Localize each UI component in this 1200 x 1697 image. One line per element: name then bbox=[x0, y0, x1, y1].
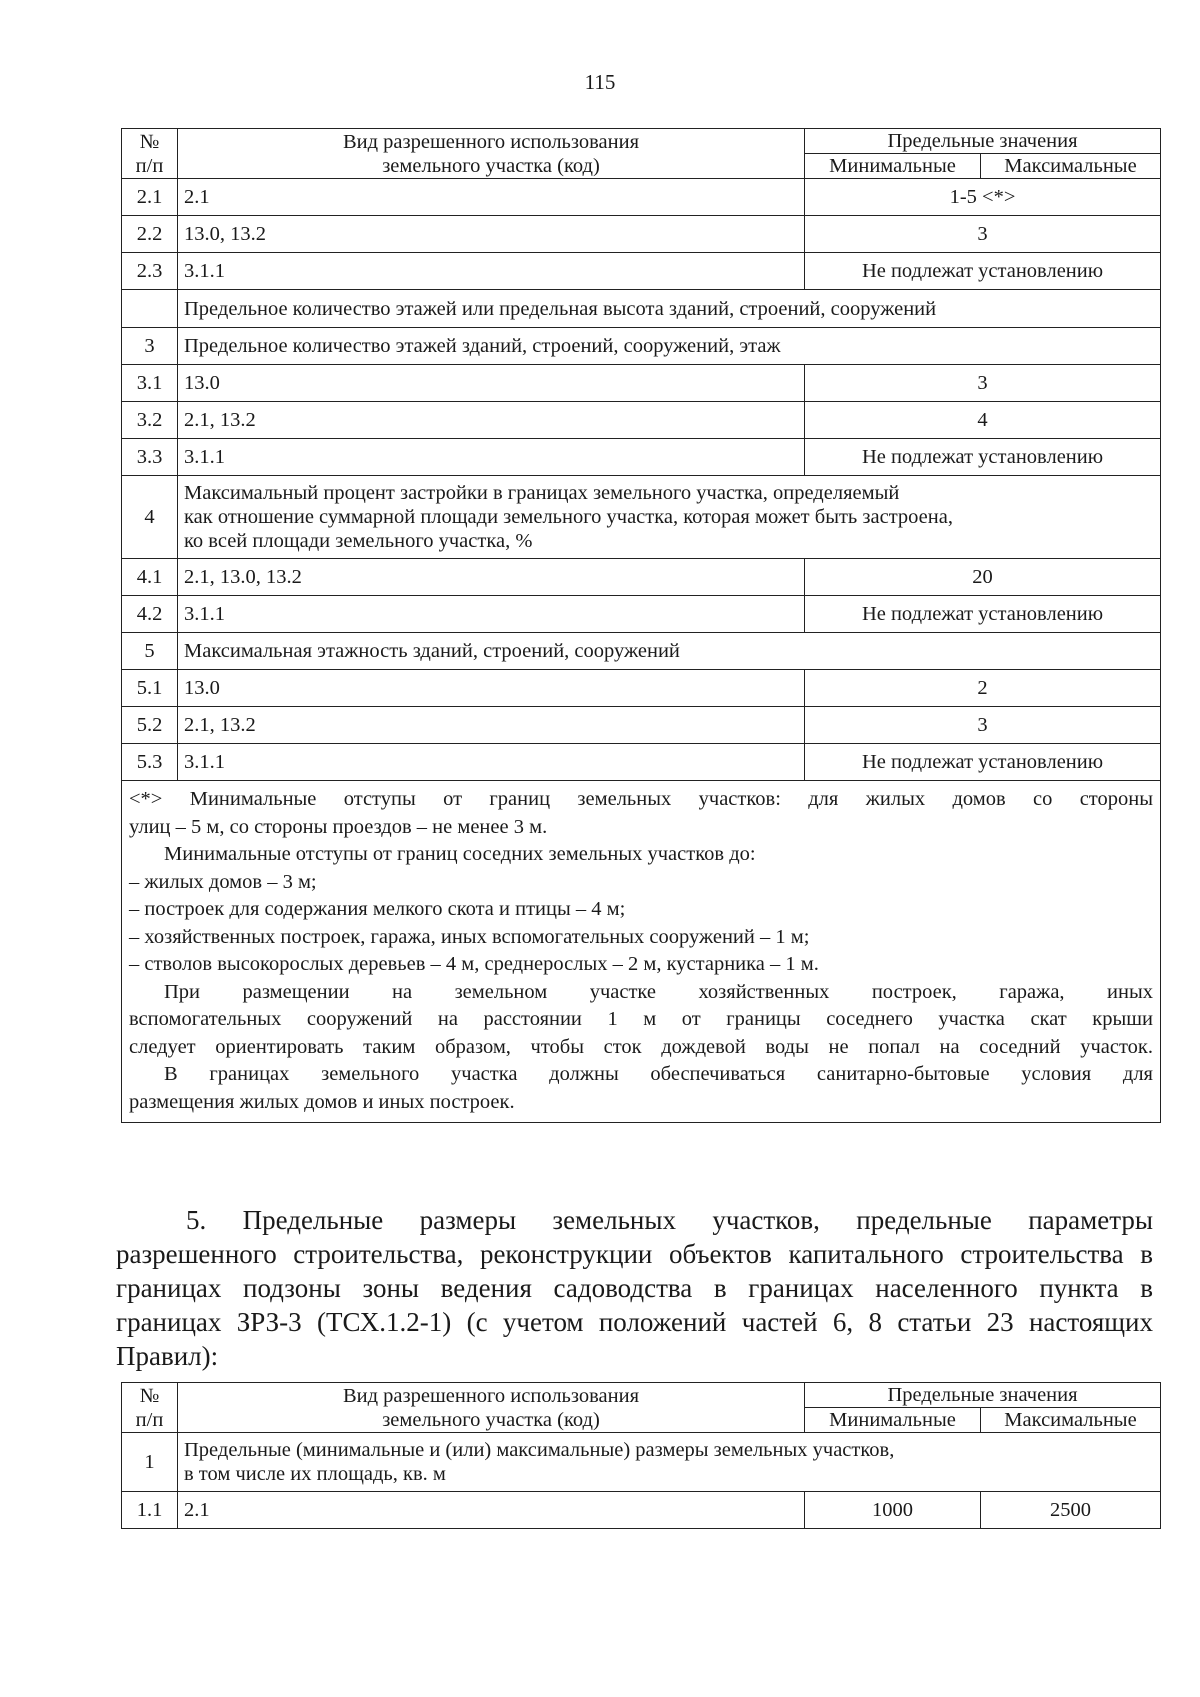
row-code: 3.1.1 bbox=[178, 439, 805, 476]
row-value: 4 bbox=[805, 402, 1161, 439]
row-number: 2.2 bbox=[122, 216, 178, 253]
row-number: 2.1 bbox=[122, 179, 178, 216]
section-heading-row bbox=[122, 290, 1161, 328]
table-row bbox=[122, 439, 1161, 476]
section-title: Предельные (минимальные и (или) максимальные) размеры земельных участков, в том числе их площадь, кв. м bbox=[178, 1433, 1161, 1492]
row-code: 2.1, 13.0, 13.2 bbox=[178, 559, 805, 596]
row-code: 3.1.1 bbox=[178, 253, 805, 290]
row-code: 2.1, 13.2 bbox=[178, 707, 805, 744]
limits-table-1 bbox=[121, 128, 1161, 1123]
table-row bbox=[122, 365, 1161, 402]
header-min: Минимальные bbox=[805, 154, 981, 179]
header-limits: Предельные значения bbox=[805, 129, 1161, 154]
row-code: 3.1.1 bbox=[178, 744, 805, 781]
row-number: 1 bbox=[122, 1433, 178, 1492]
row-code: 2.1, 13.2 bbox=[178, 402, 805, 439]
footnote-row bbox=[122, 781, 1161, 1123]
row-number: 4.2 bbox=[122, 596, 178, 633]
row-number: 2.3 bbox=[122, 253, 178, 290]
row-number: 3 bbox=[122, 328, 178, 365]
section-5-paragraph: 5. Предельные размеры земельных участков, предельные параметры разрешенного строительства, реконструкции объектов капитального строительства в границах подзоны зоны ведения садоводства в границах населенного пункта в границах ЗРЗ-3 (ТСХ.1.2-1) (с учетом положений частей 6, 8 статьи 23 настоящих Правил): bbox=[116, 1205, 1153, 1371]
row-value: Не подлежат установлению bbox=[805, 253, 1161, 290]
row-number: 1.1 bbox=[122, 1492, 178, 1529]
section-row bbox=[122, 476, 1161, 559]
table-row bbox=[122, 253, 1161, 290]
row-number: 3.1 bbox=[122, 365, 178, 402]
section-row bbox=[122, 633, 1161, 670]
row-value: Не подлежат установлению bbox=[805, 439, 1161, 476]
table-row bbox=[122, 596, 1161, 633]
header-max: Максимальные bbox=[981, 154, 1161, 179]
row-number: 4.1 bbox=[122, 559, 178, 596]
row-code: 13.0, 13.2 bbox=[178, 216, 805, 253]
header-use-type: Вид разрешенного использования земельного участка (код) bbox=[178, 1383, 805, 1433]
row-max: 2500 bbox=[981, 1492, 1161, 1529]
row-value: 3 bbox=[805, 365, 1161, 402]
row-value: 1-5 <*> bbox=[805, 179, 1161, 216]
row-value: 20 bbox=[805, 559, 1161, 596]
row-number: 5.2 bbox=[122, 707, 178, 744]
row-code: 13.0 bbox=[178, 365, 805, 402]
header-limits: Предельные значения bbox=[805, 1383, 1161, 1408]
row-code: 3.1.1 bbox=[178, 596, 805, 633]
limits-table-2 bbox=[121, 1382, 1161, 1529]
row-number: 5.1 bbox=[122, 670, 178, 707]
section-title: Максимальный процент застройки в границах земельного участка, определяемый как отношение суммарной площади земельного участка, которая может быть застроена, ко всей площади земельного участка, % bbox=[178, 476, 1161, 559]
table-header-row bbox=[122, 129, 1161, 154]
header-max: Максимальные bbox=[981, 1408, 1161, 1433]
row-number: 3.3 bbox=[122, 439, 178, 476]
section-title: Максимальная этажность зданий, строений, сооружений bbox=[178, 633, 1161, 670]
table-row bbox=[122, 670, 1161, 707]
table-row bbox=[122, 216, 1161, 253]
row-value: Не подлежат установлению bbox=[805, 596, 1161, 633]
table-row bbox=[122, 744, 1161, 781]
row-code: 13.0 bbox=[178, 670, 805, 707]
table-row bbox=[122, 1492, 1161, 1529]
row-number: 3.2 bbox=[122, 402, 178, 439]
section-row bbox=[122, 328, 1161, 365]
row-number: 5 bbox=[122, 633, 178, 670]
page-number: 115 bbox=[584, 70, 616, 94]
row-number: 4 bbox=[122, 476, 178, 559]
header-number: № п/п bbox=[122, 129, 178, 179]
row-code: 2.1 bbox=[178, 179, 805, 216]
header-min: Минимальные bbox=[805, 1408, 981, 1433]
row-code: 2.1 bbox=[178, 1492, 805, 1529]
table-header-row bbox=[122, 1383, 1161, 1408]
section-row bbox=[122, 1433, 1161, 1492]
table-row bbox=[122, 402, 1161, 439]
section-heading-floors: Предельное количество этажей или предельная высота зданий, строений, сооружений bbox=[178, 290, 1161, 328]
header-use-type: Вид разрешенного использования земельного участка (код) bbox=[178, 129, 805, 179]
row-value: Не подлежат установлению bbox=[805, 744, 1161, 781]
row-number: 5.3 bbox=[122, 744, 178, 781]
section-title: Предельное количество этажей зданий, строений, сооружений, этаж bbox=[178, 328, 1161, 365]
row-min: 1000 bbox=[805, 1492, 981, 1529]
row-value: 3 bbox=[805, 707, 1161, 744]
header-number: № п/п bbox=[122, 1383, 178, 1433]
table-row bbox=[122, 707, 1161, 744]
footnote: <*> Минимальные отступы от границ земельных участков: для жилых домов со стороны улиц – 5 м, со стороны проездов – не менее 3 м. Минимальные отступы от границ соседних земельных участков до: – жилых домов – 3 м; – построек для содержания мелкого скота и птицы – 4 м; – хозяйственных построек, гаража, иных вспомогательных сооружений – 1 м; – стволов высокорослых деревьев – 4 м, среднерослых – 2 м, кустарника – 1 м. При размещении на земельном участке хозяйственных построек, гаража, иных вспомогательных сооружений на расстоянии 1 м от границы соседнего участка скат крыши следует ориентировать таким образом, чтобы сток дождевой воды не попал на соседний участок. В границах земельного участка должны обеспечиваться санитарно-бытовые условия для размещения жилых домов и иных построек. bbox=[122, 781, 1161, 1123]
row-value: 2 bbox=[805, 670, 1161, 707]
table-row bbox=[122, 559, 1161, 596]
table-row bbox=[122, 179, 1161, 216]
row-value: 3 bbox=[805, 216, 1161, 253]
